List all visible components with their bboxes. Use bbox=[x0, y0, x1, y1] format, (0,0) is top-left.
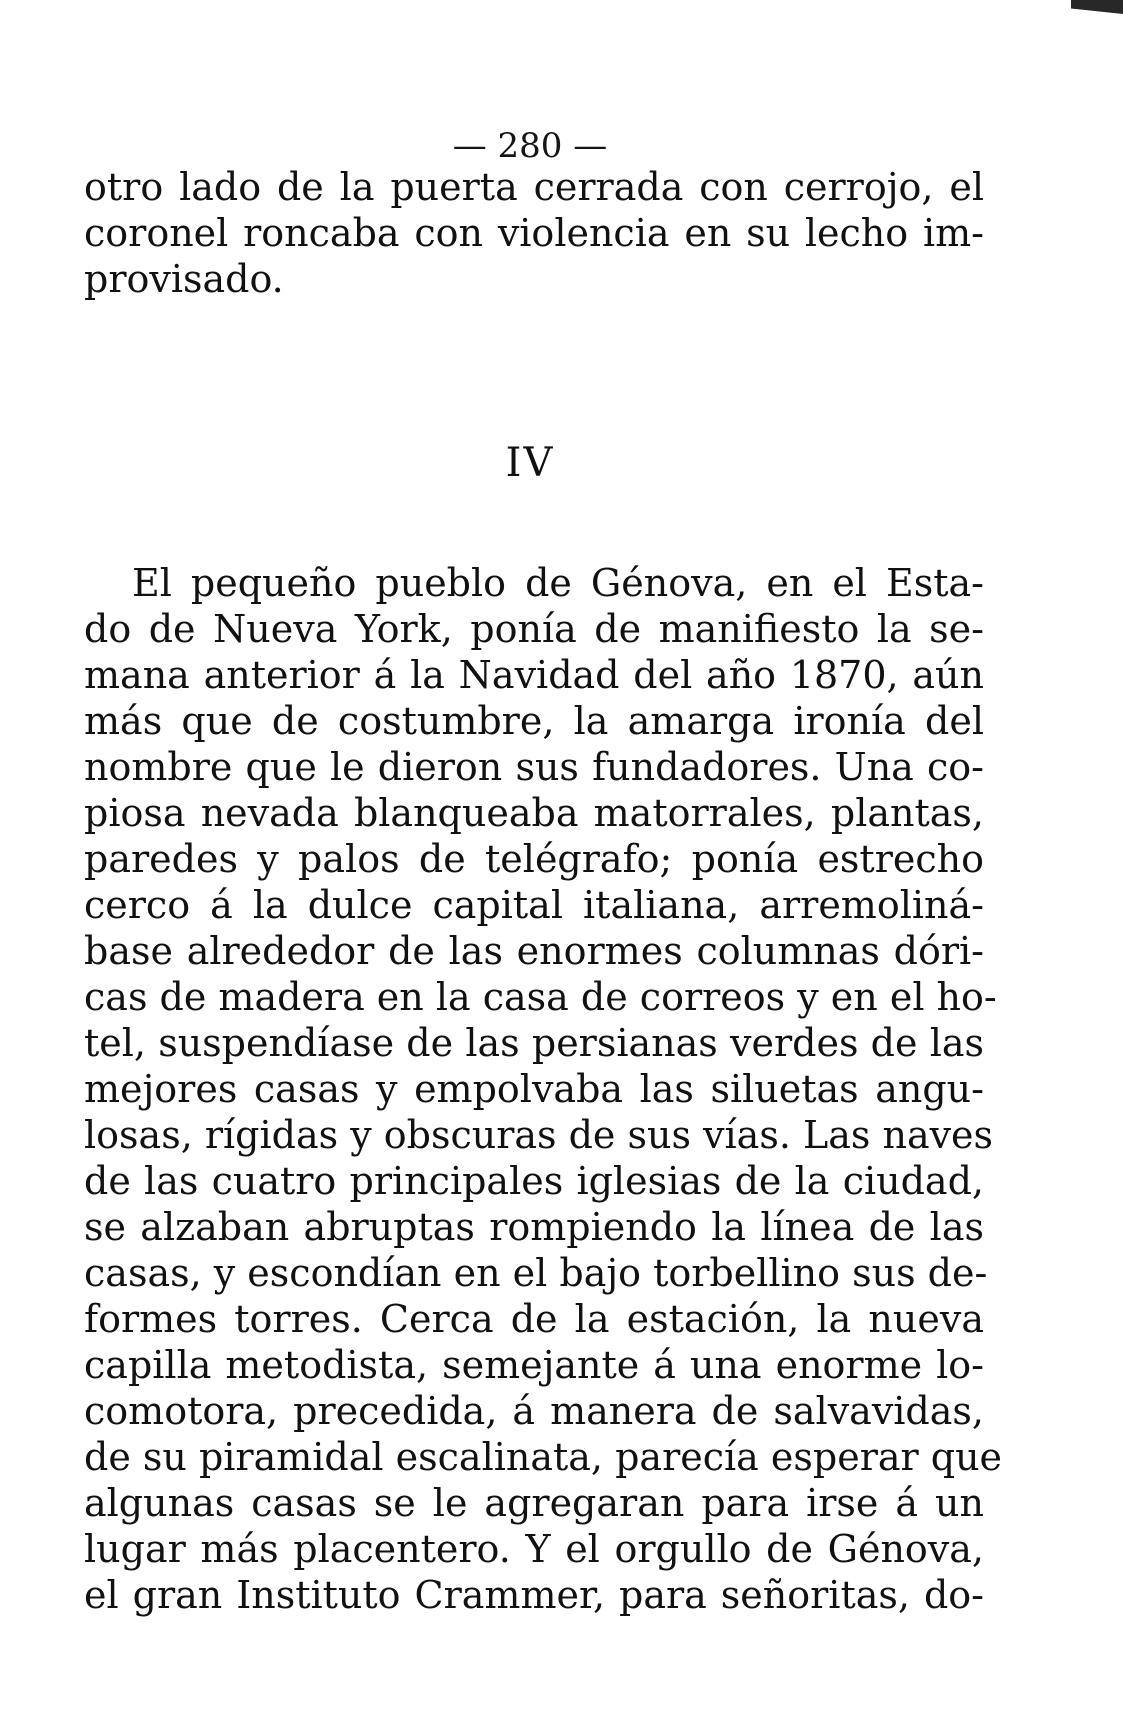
text-line: más que de costumbre, la amarga ironía del bbox=[84, 699, 984, 743]
chapter-heading: IV bbox=[505, 440, 555, 486]
text-line: comotora, precedida, á manera de salvavidas, bbox=[84, 1389, 984, 1433]
text-line: algunas casas se le agregaran para irse á un bbox=[84, 1481, 984, 1525]
text-line: de su piramidal escalinata, parecía esperar que bbox=[84, 1435, 1003, 1479]
text-line: piosa nevada blanqueaba matorrales, plantas, bbox=[84, 791, 984, 835]
text-line: mejores casas y empolvaba las siluetas angu- bbox=[84, 1067, 984, 1111]
text-line: cerco á la dulce capital italiana, arremoliná- bbox=[84, 883, 984, 927]
text-line: lugar más placentero. Y el orgullo de Génova, bbox=[84, 1527, 984, 1571]
text-line: provisado. bbox=[84, 257, 284, 301]
text-line: otro lado de la puerta cerrada con cerrojo, el bbox=[84, 165, 984, 209]
text-line: se alzaban abruptas rompiendo la línea de las bbox=[84, 1205, 984, 1249]
chapter-paragraph bbox=[84, 560, 1003, 1618]
text-line: formes torres. Cerca de la estación, la nueva bbox=[84, 1297, 984, 1341]
text-line: base alrededor de las enormes columnas dóri- bbox=[84, 929, 984, 973]
page-number: — 280 — bbox=[452, 126, 608, 166]
text-line: nombre que le dieron sus fundadores. Una co- bbox=[84, 745, 984, 789]
text-line: El pequeño pueblo de Génova, en el Esta- bbox=[132, 561, 984, 605]
text-line: coronel roncaba con violencia en su lecho im- bbox=[84, 211, 984, 255]
text-line: paredes y palos de telégrafo; ponía estrecho bbox=[84, 837, 984, 881]
text-line: de las cuatro principales iglesias de la ciudad, bbox=[84, 1159, 984, 1203]
text-line: tel, suspendíase de las persianas verdes de las bbox=[84, 1021, 984, 1065]
text-line: capilla metodista, semejante á una enorme lo- bbox=[84, 1343, 984, 1387]
text-line: cas de madera en la casa de correos y en el ho- bbox=[84, 975, 997, 1019]
continuation-paragraph bbox=[84, 164, 984, 302]
text-line: mana anterior á la Navidad del año 1870, aún bbox=[84, 653, 984, 697]
text-line: el gran Instituto Crammer, para señoritas, do- bbox=[84, 1573, 984, 1617]
text-line: casas, y escondían en el bajo torbellino sus de- bbox=[84, 1251, 988, 1295]
page-corner-mark bbox=[1071, 0, 1123, 14]
text-line: losas, rígidas y obscuras de sus vías. Las naves bbox=[84, 1113, 994, 1157]
text-line: do de Nueva York, ponía de manifiesto la se- bbox=[84, 607, 984, 651]
